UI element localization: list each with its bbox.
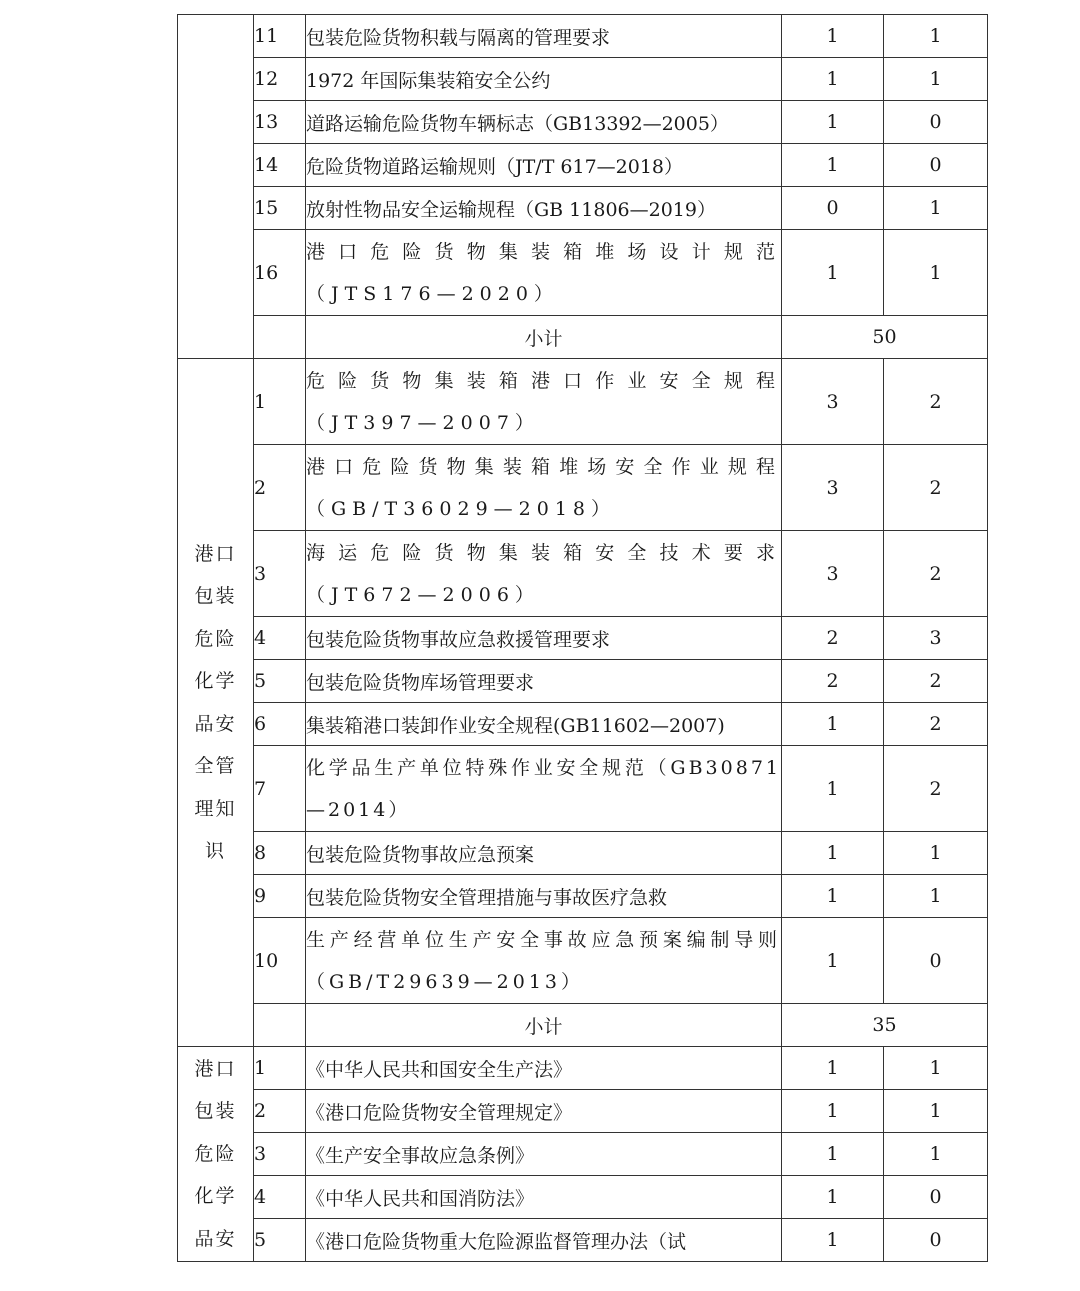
table-row bbox=[178, 531, 988, 617]
item-number: 10 bbox=[254, 918, 306, 1004]
score-b: 2 bbox=[884, 531, 988, 617]
table-row bbox=[178, 230, 988, 316]
score-a: 1 bbox=[782, 1090, 884, 1133]
score-b: 1 bbox=[884, 58, 988, 101]
item-name: 化学品生产单位特殊作业安全规范（GB30871—2014） bbox=[306, 746, 782, 832]
standards-score-table bbox=[177, 14, 988, 1262]
score-b: 2 bbox=[884, 746, 988, 832]
category-line: 港口 bbox=[194, 542, 237, 565]
item-number: 3 bbox=[254, 531, 306, 617]
item-number: 5 bbox=[254, 1219, 306, 1262]
table-row bbox=[178, 703, 988, 746]
category-line: 化学 bbox=[194, 670, 237, 692]
category-line: 识 bbox=[204, 840, 226, 862]
score-a: 2 bbox=[782, 617, 884, 660]
item-name: 危险货物集装箱港口作业安全规程（JT397—2007） bbox=[306, 359, 782, 445]
table-row bbox=[178, 875, 988, 918]
item-number: 4 bbox=[254, 617, 306, 660]
item-number: 13 bbox=[254, 101, 306, 144]
item-name: 《港口危险货物安全管理规定》 bbox=[306, 1090, 782, 1133]
table-row bbox=[178, 1133, 988, 1176]
table-row bbox=[178, 660, 988, 703]
item-number: 7 bbox=[254, 746, 306, 832]
score-a: 1 bbox=[782, 1047, 884, 1090]
score-a: 1 bbox=[782, 746, 884, 832]
score-a: 1 bbox=[782, 58, 884, 101]
category-line: 危险 bbox=[194, 627, 237, 650]
item-number: 1 bbox=[254, 359, 306, 445]
item-name: 包装危险货物积载与隔离的管理要求 bbox=[306, 15, 782, 58]
score-a: 1 bbox=[782, 875, 884, 918]
score-a: 2 bbox=[782, 660, 884, 703]
item-number: 5 bbox=[254, 660, 306, 703]
empty-cell bbox=[254, 316, 306, 359]
score-b: 0 bbox=[884, 1219, 988, 1262]
item-name: 生产经营单位生产安全事故应急预案编制导则（GB/T29639—2013） bbox=[306, 918, 782, 1004]
category-line: 品安 bbox=[194, 1227, 237, 1250]
category-cell bbox=[178, 359, 254, 1047]
score-a: 3 bbox=[782, 531, 884, 617]
table-row bbox=[178, 1176, 988, 1219]
score-b: 1 bbox=[884, 187, 988, 230]
item-number: 8 bbox=[254, 832, 306, 875]
score-a: 1 bbox=[782, 101, 884, 144]
item-name: 1972 年国际集装箱安全公约 bbox=[306, 58, 782, 101]
score-a: 1 bbox=[782, 144, 884, 187]
score-b: 2 bbox=[884, 359, 988, 445]
score-a: 1 bbox=[782, 1133, 884, 1176]
score-b: 1 bbox=[884, 15, 988, 58]
table-row bbox=[178, 15, 988, 58]
table-row bbox=[178, 101, 988, 144]
score-a: 3 bbox=[782, 445, 884, 531]
item-name: 港口危险货物集装箱堆场安全作业规程（GB/T36029—2018） bbox=[306, 445, 782, 531]
table-row bbox=[178, 617, 988, 660]
score-b: 2 bbox=[884, 703, 988, 746]
score-b: 0 bbox=[884, 101, 988, 144]
score-a: 1 bbox=[782, 918, 884, 1004]
score-b: 1 bbox=[884, 1133, 988, 1176]
category-line: 包装 bbox=[194, 585, 237, 607]
table-row bbox=[178, 359, 988, 445]
item-name: 集装箱港口装卸作业安全规程(GB11602—2007) bbox=[306, 703, 782, 746]
item-name: 《中华人民共和国消防法》 bbox=[306, 1176, 782, 1219]
item-name: 《港口危险货物重大危险源监督管理办法（试 bbox=[306, 1219, 782, 1262]
category-line: 包装 bbox=[194, 1100, 237, 1123]
score-b: 2 bbox=[884, 660, 988, 703]
table-row bbox=[178, 144, 988, 187]
category-line: 危险 bbox=[194, 1142, 237, 1165]
item-number: 1 bbox=[254, 1047, 306, 1090]
table-row bbox=[178, 445, 988, 531]
category-line: 全管 bbox=[194, 755, 237, 777]
category-line: 化学 bbox=[194, 1185, 237, 1208]
item-number: 16 bbox=[254, 230, 306, 316]
table-row bbox=[178, 1090, 988, 1133]
item-name: 包装危险货物库场管理要求 bbox=[306, 660, 782, 703]
score-a: 1 bbox=[782, 1176, 884, 1219]
item-number: 2 bbox=[254, 445, 306, 531]
table-row bbox=[178, 1219, 988, 1262]
category-cell bbox=[178, 15, 254, 359]
score-a: 0 bbox=[782, 187, 884, 230]
score-a: 3 bbox=[782, 359, 884, 445]
subtotal-row bbox=[178, 1004, 988, 1047]
subtotal-label: 小计 bbox=[306, 316, 782, 359]
table-row bbox=[178, 58, 988, 101]
table-row bbox=[178, 746, 988, 832]
score-a: 1 bbox=[782, 230, 884, 316]
score-b: 2 bbox=[884, 445, 988, 531]
empty-cell bbox=[254, 1004, 306, 1047]
item-number: 6 bbox=[254, 703, 306, 746]
table-row bbox=[178, 187, 988, 230]
score-a: 1 bbox=[782, 15, 884, 58]
subtotal-row bbox=[178, 316, 988, 359]
score-b: 0 bbox=[884, 1176, 988, 1219]
score-b: 1 bbox=[884, 1047, 988, 1090]
item-name: 危险货物道路运输规则（JT/T 617—2018） bbox=[306, 144, 782, 187]
subtotal-value: 35 bbox=[782, 1004, 988, 1047]
item-name: 包装危险货物事故应急救援管理要求 bbox=[306, 617, 782, 660]
score-b: 0 bbox=[884, 918, 988, 1004]
score-b: 1 bbox=[884, 832, 988, 875]
item-number: 14 bbox=[254, 144, 306, 187]
item-number: 4 bbox=[254, 1176, 306, 1219]
item-name: 包装危险货物安全管理措施与事故医疗急救 bbox=[306, 875, 782, 918]
table-row bbox=[178, 918, 988, 1004]
score-b: 0 bbox=[884, 144, 988, 187]
score-b: 3 bbox=[884, 617, 988, 660]
category-line: 理知 bbox=[194, 797, 237, 820]
item-number: 3 bbox=[254, 1133, 306, 1176]
item-number: 2 bbox=[254, 1090, 306, 1133]
category-cell bbox=[178, 1047, 254, 1262]
item-name: 港口危险货物集装箱堆场设计规范（JTS176—2020） bbox=[306, 230, 782, 316]
item-number: 12 bbox=[254, 58, 306, 101]
score-a: 1 bbox=[782, 703, 884, 746]
category-line: 港口 bbox=[194, 1057, 237, 1080]
item-name: 海运危险货物集装箱安全技术要求（JT672—2006） bbox=[306, 531, 782, 617]
item-number: 15 bbox=[254, 187, 306, 230]
score-a: 1 bbox=[782, 832, 884, 875]
score-b: 1 bbox=[884, 875, 988, 918]
subtotal-value: 50 bbox=[782, 316, 988, 359]
subtotal-label: 小计 bbox=[306, 1004, 782, 1047]
item-number: 9 bbox=[254, 875, 306, 918]
score-a: 1 bbox=[782, 1219, 884, 1262]
item-name: 包装危险货物事故应急预案 bbox=[306, 832, 782, 875]
item-name: 《中华人民共和国安全生产法》 bbox=[306, 1047, 782, 1090]
item-name: 道路运输危险货物车辆标志（GB13392—2005） bbox=[306, 101, 782, 144]
item-name: 《生产安全事故应急条例》 bbox=[306, 1133, 782, 1176]
item-name: 放射性物品安全运输规程（GB 11806—2019） bbox=[306, 187, 782, 230]
table-row bbox=[178, 832, 988, 875]
score-b: 1 bbox=[884, 230, 988, 316]
score-b: 1 bbox=[884, 1090, 988, 1133]
table-row bbox=[178, 1047, 988, 1090]
category-line: 品安 bbox=[194, 712, 237, 735]
item-number: 11 bbox=[254, 15, 306, 58]
